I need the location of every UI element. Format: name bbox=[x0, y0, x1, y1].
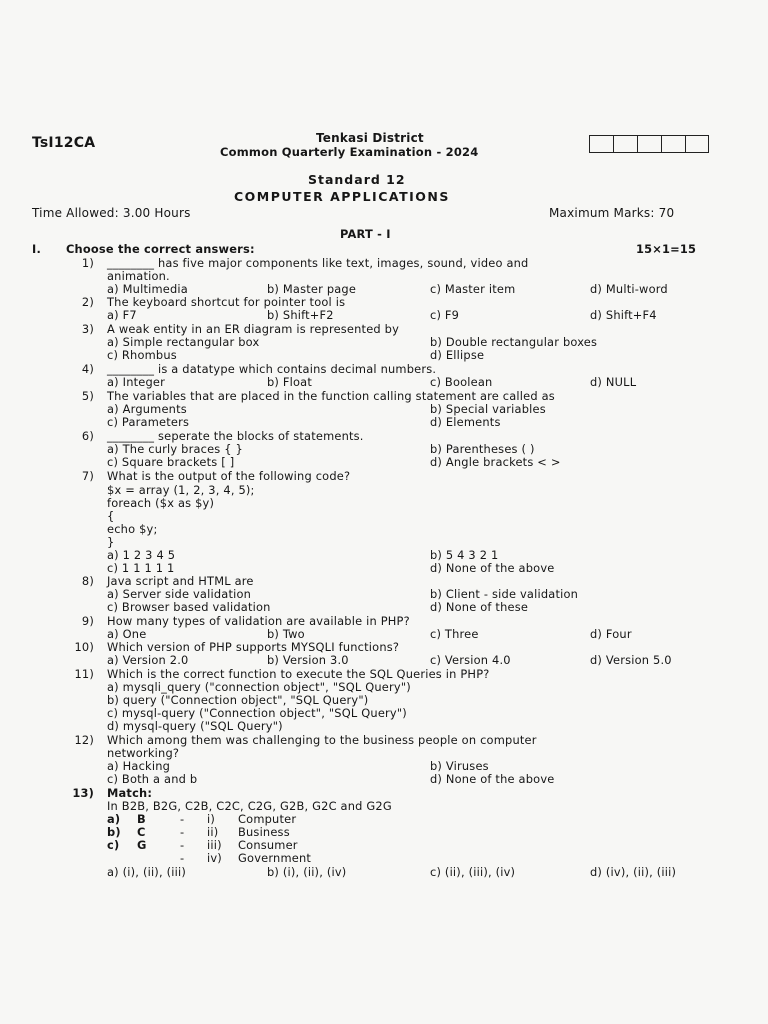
option-d: d) None of these bbox=[430, 600, 529, 614]
option-d: d) None of the above bbox=[430, 561, 555, 575]
question-number: 5) bbox=[81, 389, 94, 403]
question-text: Which among them was challenging to the business people on computer bbox=[107, 733, 537, 747]
option-a: a) Multimedia bbox=[107, 282, 188, 296]
register-number-boxes bbox=[589, 135, 709, 153]
option-a: a) 1 2 3 4 5 bbox=[107, 548, 176, 562]
standard-title: Standard 12 bbox=[308, 172, 406, 187]
option-d: d) Shift+F4 bbox=[590, 308, 657, 322]
question-number: 3) bbox=[81, 322, 94, 336]
question-text: What is the output of the following code? bbox=[107, 469, 351, 483]
option-b: b) (i), (ii), (iv) bbox=[267, 865, 347, 879]
match-left-item: B bbox=[137, 812, 146, 826]
option-c: c) Both a and b bbox=[107, 772, 198, 786]
subject-title: COMPUTER APPLICATIONS bbox=[234, 189, 450, 204]
option-b: b) Parentheses ( ) bbox=[430, 442, 535, 456]
match-dash: - bbox=[180, 851, 185, 865]
question-text: ________ is a datatype which contains decimal numbers. bbox=[107, 362, 437, 376]
option-b: b) Double rectangular boxes bbox=[430, 335, 598, 349]
question-text: The variables that are placed in the function calling statement are called as bbox=[107, 389, 555, 403]
code-line: { bbox=[107, 509, 115, 523]
question-number: 11) bbox=[74, 667, 94, 681]
question-number: 9) bbox=[81, 614, 94, 628]
option-c: c) Parameters bbox=[107, 415, 190, 429]
question-number: 10) bbox=[74, 640, 94, 654]
part-title: PART - I bbox=[340, 227, 391, 241]
option-b: b) Client - side validation bbox=[430, 587, 579, 601]
option-a: a) Simple rectangular box bbox=[107, 335, 260, 349]
option-c: c) Square brackets [ ] bbox=[107, 455, 235, 469]
code-line: } bbox=[107, 535, 115, 549]
section-marks: 15×1=15 bbox=[636, 242, 697, 256]
option-b: b) 5 4 3 2 1 bbox=[430, 548, 499, 562]
question-text: Which version of PHP supports MYSQLI functions? bbox=[107, 640, 400, 654]
option-d: d) None of the above bbox=[430, 772, 555, 786]
match-right-item: Computer bbox=[238, 812, 297, 826]
match-left-label: b) bbox=[107, 825, 121, 839]
question-text: How many types of validation are available in PHP? bbox=[107, 614, 410, 628]
match-right-item: Consumer bbox=[238, 838, 298, 852]
question-text-cont: animation. bbox=[107, 269, 170, 283]
option-a: a) Version 2.0 bbox=[107, 653, 189, 667]
code-line: foreach ($x as $y) bbox=[107, 496, 215, 510]
option-c: c) Three bbox=[430, 627, 479, 641]
question-text: ________ has five major components like text, images, sound, video and bbox=[107, 256, 529, 270]
option-b: b) Master page bbox=[267, 282, 357, 296]
option-a: a) The curly braces { } bbox=[107, 442, 243, 456]
option-a: a) F7 bbox=[107, 308, 137, 322]
option-c: c) 1 1 1 1 1 bbox=[107, 561, 175, 575]
option-b: b) Two bbox=[267, 627, 305, 641]
option-d: d) (iv), (ii), (iii) bbox=[590, 865, 677, 879]
code-line: $x = array (1, 2, 3, 4, 5); bbox=[107, 483, 255, 497]
option-b: b) Shift+F2 bbox=[267, 308, 334, 322]
option-b: b) Special variables bbox=[430, 402, 546, 416]
option-d: d) Version 5.0 bbox=[590, 653, 672, 667]
exam-title: Common Quarterly Examination - 2024 bbox=[220, 145, 479, 159]
section-number: I. bbox=[32, 242, 41, 256]
option-d: d) Angle brackets < > bbox=[430, 455, 561, 469]
option-b: b) Viruses bbox=[430, 759, 489, 773]
question-text: Which is the correct function to execute the SQL Queries in PHP? bbox=[107, 667, 490, 681]
match-right-label: i) bbox=[207, 812, 216, 826]
maximum-marks: Maximum Marks: 70 bbox=[549, 206, 675, 220]
option-c: c) Version 4.0 bbox=[430, 653, 511, 667]
option-b: b) Version 3.0 bbox=[267, 653, 349, 667]
match-right-label: ii) bbox=[207, 825, 219, 839]
option-a: a) Integer bbox=[107, 375, 166, 389]
option-d: d) Multi-word bbox=[590, 282, 668, 296]
option-a: a) (i), (ii), (iii) bbox=[107, 865, 186, 879]
question-number: 7) bbox=[81, 469, 94, 483]
option-c: c) Rhombus bbox=[107, 348, 177, 362]
match-right-label: iv) bbox=[207, 851, 222, 865]
option-d: d) Ellipse bbox=[430, 348, 485, 362]
match-dash: - bbox=[180, 825, 185, 839]
match-right-label: iii) bbox=[207, 838, 222, 852]
option-c: c) Master item bbox=[430, 282, 516, 296]
question-number: 1) bbox=[81, 256, 94, 270]
code-line: echo $y; bbox=[107, 522, 158, 536]
option-a: a) Arguments bbox=[107, 402, 187, 416]
option-c: c) Boolean bbox=[430, 375, 493, 389]
option-c: c) Browser based validation bbox=[107, 600, 271, 614]
match-left-label: a) bbox=[107, 812, 121, 826]
question-number: 13) bbox=[72, 786, 94, 800]
question-text: A weak entity in an ER diagram is represented by bbox=[107, 322, 400, 336]
question-number: 8) bbox=[81, 574, 94, 588]
question-text-cont: In B2B, B2G, C2B, C2C, C2G, G2B, G2C and G2G bbox=[107, 799, 392, 813]
match-left-item: C bbox=[137, 825, 146, 839]
match-left-label: c) bbox=[107, 838, 120, 852]
question-text: Java script and HTML are bbox=[107, 574, 254, 588]
match-right-item: Government bbox=[238, 851, 312, 865]
question-number: 12) bbox=[74, 733, 94, 747]
question-number: 2) bbox=[81, 295, 94, 309]
question-number: 4) bbox=[81, 362, 94, 376]
match-right-item: Business bbox=[238, 825, 290, 839]
option-c: c) F9 bbox=[430, 308, 460, 322]
question-text: ________ seperate the blocks of statements. bbox=[107, 429, 364, 443]
option-c: c) (ii), (iii), (iv) bbox=[430, 865, 516, 879]
option-a: a) Hacking bbox=[107, 759, 171, 773]
option-d: d) mysql-query ("SQL Query") bbox=[107, 719, 283, 733]
question-text: The keyboard shortcut for pointer tool is bbox=[107, 295, 346, 309]
section-title: Choose the correct answers: bbox=[66, 242, 255, 256]
match-left-item: G bbox=[137, 838, 147, 852]
district-title: Tenkasi District bbox=[316, 131, 424, 145]
question-number: 6) bbox=[81, 429, 94, 443]
option-b: b) Float bbox=[267, 375, 313, 389]
match-dash: - bbox=[180, 838, 185, 852]
question-text-cont: networking? bbox=[107, 746, 180, 760]
option-d: d) Four bbox=[590, 627, 632, 641]
time-allowed: Time Allowed: 3.00 Hours bbox=[32, 206, 191, 220]
option-b: b) query ("Connection object", "SQL Query") bbox=[107, 693, 369, 707]
option-d: d) Elements bbox=[430, 415, 501, 429]
question-text: Match: bbox=[107, 786, 153, 800]
match-dash: - bbox=[180, 812, 185, 826]
paper-code: TsI12CA bbox=[32, 135, 96, 151]
option-a: a) mysqli_query ("connection object", "SQL Query") bbox=[107, 680, 411, 694]
option-a: a) Server side validation bbox=[107, 587, 252, 601]
option-c: c) mysql-query ("Connection object", "SQL Query") bbox=[107, 706, 407, 720]
option-d: d) NULL bbox=[590, 375, 637, 389]
option-a: a) One bbox=[107, 627, 147, 641]
